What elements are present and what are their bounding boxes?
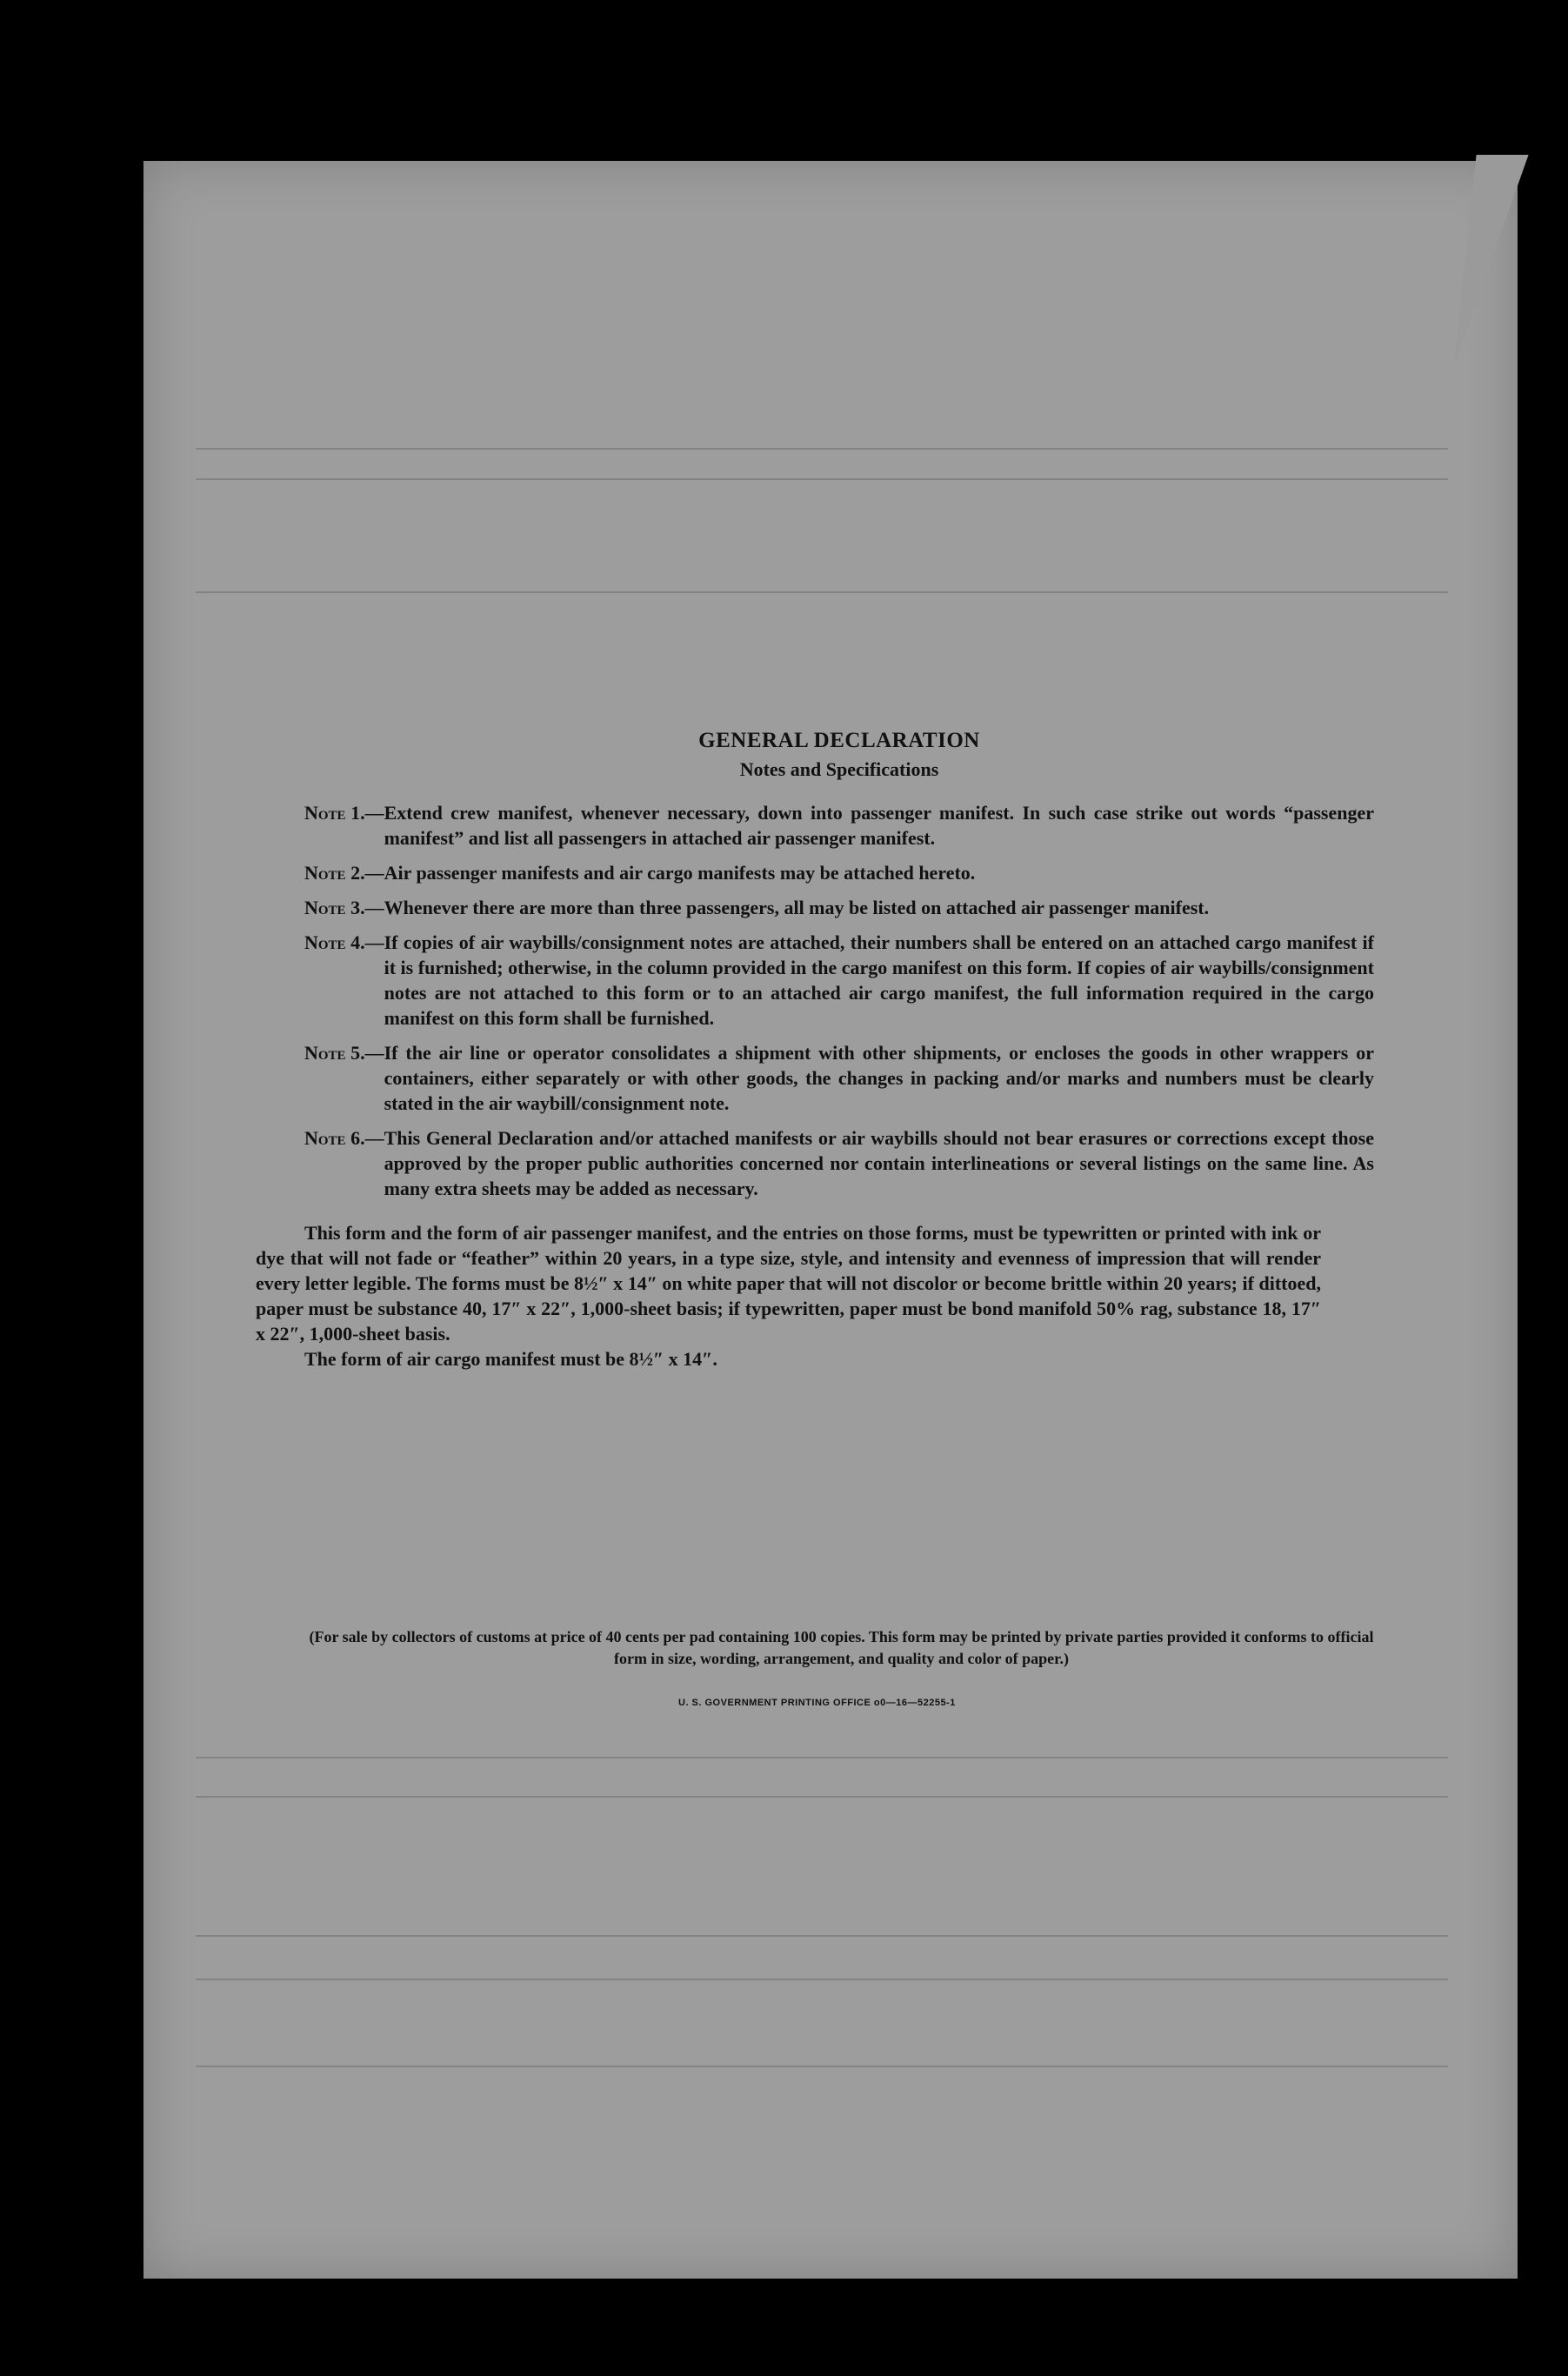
cargo-manifest-size-line: The form of air cargo manifest must be 8½″ x 14″. xyxy=(304,1348,717,1370)
note-6 xyxy=(304,1125,1374,1201)
bleed-through-rule xyxy=(196,2066,1448,2067)
bleed-through-rule xyxy=(196,448,1448,450)
note-text: Whenever there are more than three passengers, all may be listed on attached air passenger manifest. xyxy=(384,897,1210,918)
bleed-through-rule xyxy=(196,1796,1448,1798)
bleed-through-rule xyxy=(196,1757,1448,1759)
note-text: If the air line or operator consolidates a shipment with other shipments, or encloses the goods in other wrappers or containers, either separately or with other goods, the changes in packing and/or marks and numbers must be clearly stated in the air waybill/consignment note. xyxy=(384,1042,1374,1114)
printing-office-imprint: U. S. GOVERNMENT PRINTING OFFICE o0—16—52255-1 xyxy=(678,1698,956,1708)
note-text: If copies of air waybills/consignment notes are attached, their numbers shall be entered on an attached cargo manifest if it is furnished; otherwise, in the column provided in the cargo manifest on this form. If copies of air waybills/consignment notes are not attached to this form or to an attached air cargo manifest, the full information required in the cargo manifest on this form shall be furnished. xyxy=(384,931,1374,1029)
note-text: This General Declaration and/or attached manifests or air waybills should not bear erasures or corrections except those approved by the proper public authorities concerned nor contain interlineations or several listings on the same line. As many extra sheets may be added as necessary. xyxy=(384,1127,1374,1199)
note-text: Air passenger manifests and air cargo manifests may be attached hereto. xyxy=(384,862,976,884)
note-label: Note 3.— xyxy=(304,897,384,918)
note-label: Note 6.— xyxy=(304,1127,384,1149)
document-title: GENERAL DECLARATION xyxy=(698,729,980,752)
bleed-through-rule xyxy=(196,1979,1448,1980)
note-label: Note 2.— xyxy=(304,862,384,884)
note-4 xyxy=(304,930,1374,1031)
note-label: Note 1.— xyxy=(304,802,384,824)
declaration-notes xyxy=(256,729,1374,1372)
form-requirements-paragraph: This form and the form of air passenger manifest, and the entries on those forms, must be typewritten or printed with ink or dye that will not fade or “feather” within 20 years, in a type size, style, and intensity and evenness of impression that will render every letter legible. The forms must be 8½″ x 14″ on white paper that will not discolor or become brittle within 20 years; if dittoed, paper must be substance 40, 17″ x 22″, 1,000-sheet basis; if typewritten, paper must be bond manifold 50% rag, substance 18, 17″ x 22″, 1,000-sheet basis. xyxy=(256,1222,1321,1345)
bleed-through-rule xyxy=(196,478,1448,480)
note-3 xyxy=(304,895,1374,920)
note-label: Note 4.— xyxy=(304,931,384,953)
bleed-through-rule xyxy=(196,591,1448,593)
note-label: Note 5.— xyxy=(304,1042,384,1064)
note-text: Extend crew manifest, whenever necessary, down into passenger manifest. In such case strike out words “passenger manifest” and list all passengers in attached air passenger manifest. xyxy=(384,802,1374,849)
document-subtitle: Notes and Specifications xyxy=(739,758,939,780)
note-2 xyxy=(304,860,1374,885)
sale-note: (For sale by collectors of customs at price of 40 cents per pad containing 100 copies. This form may be printed by private parties provided it conforms to official form in size, wording, arrangement, and quality and color of paper.) xyxy=(309,1628,1374,1667)
note-1 xyxy=(304,800,1374,851)
bleed-through-rule xyxy=(196,1935,1448,1937)
note-5 xyxy=(304,1040,1374,1116)
